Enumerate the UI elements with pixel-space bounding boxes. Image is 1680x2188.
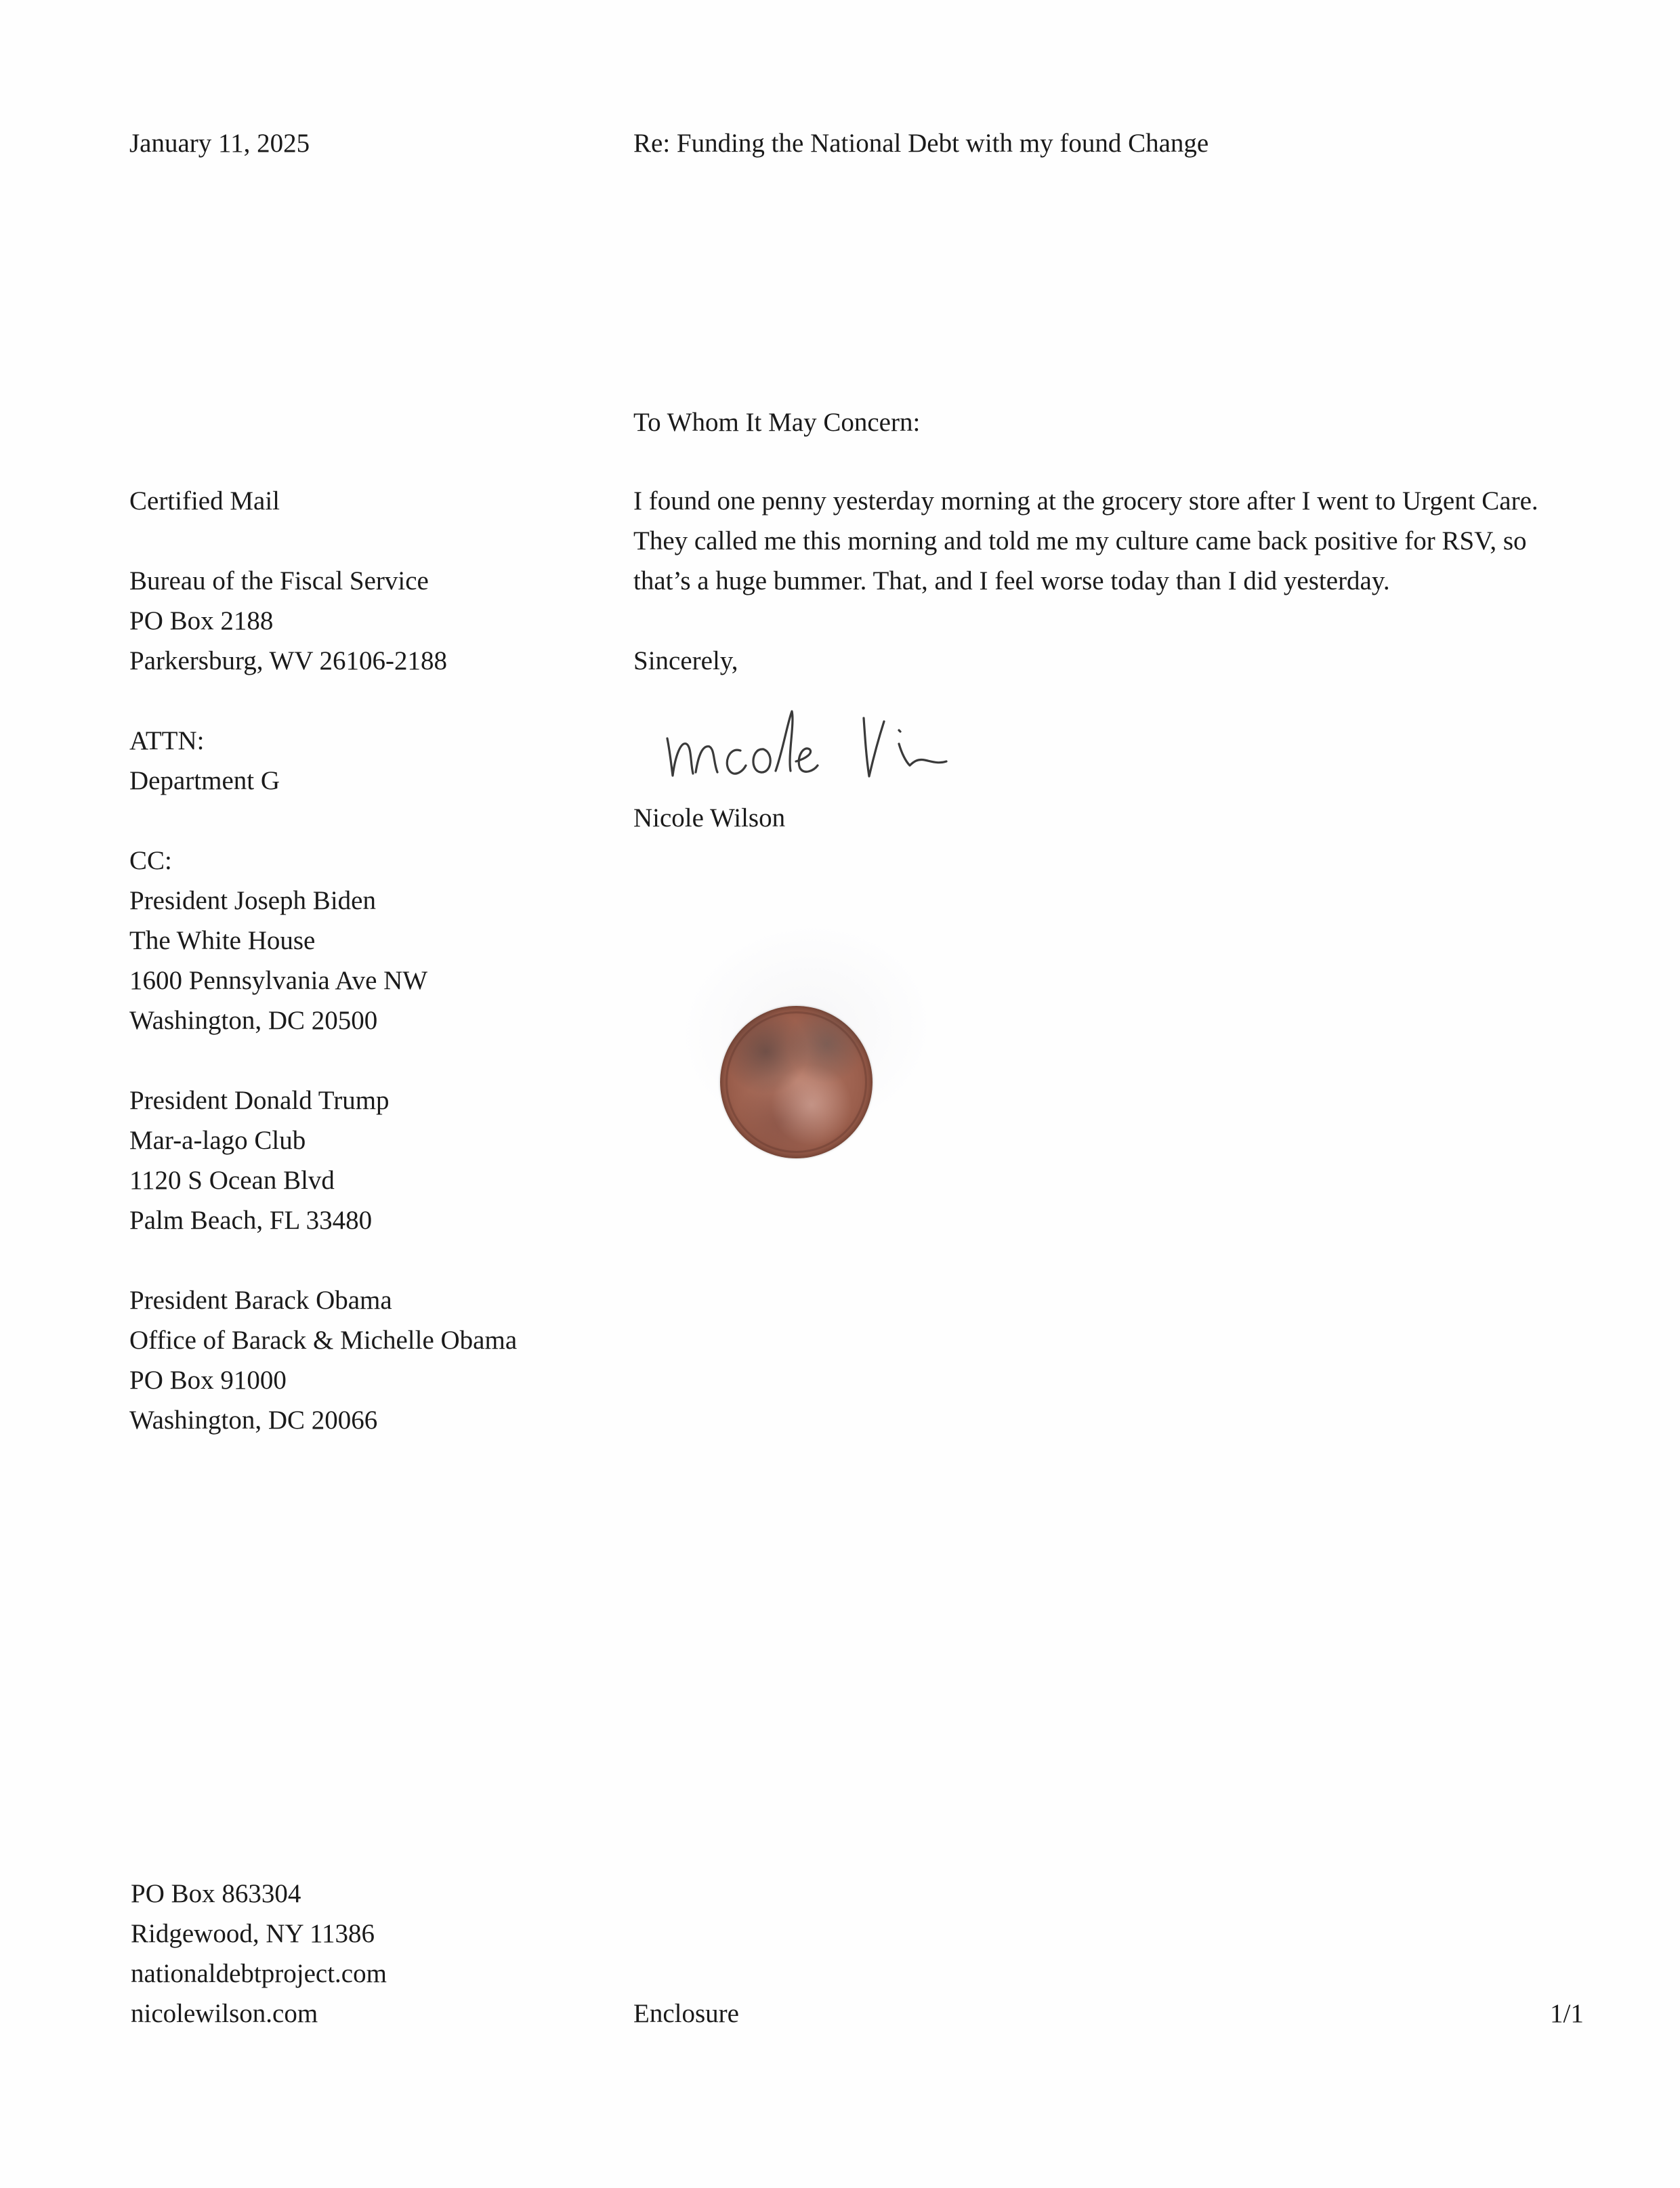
delivery-method: Certified Mail — [129, 486, 280, 516]
cc-entry-line: President Joseph Biden — [129, 886, 376, 915]
cc-entry-line: Palm Beach, FL 33480 — [129, 1206, 373, 1235]
cc-entry-line: The White House — [129, 926, 316, 955]
signer-name: Nicole Wilson — [633, 803, 786, 833]
sender-website: nationaldebtproject.com — [131, 1959, 387, 1988]
penny-coin-icon — [720, 1006, 873, 1158]
cc-entry-line: PO Box 91000 — [129, 1366, 287, 1395]
cc-label: CC: — [129, 846, 172, 875]
enclosure-label: Enclosure — [633, 1999, 739, 2028]
cc-entry-line: President Barack Obama — [129, 1286, 392, 1315]
attn-label: ATTN: — [129, 726, 205, 755]
handwritten-signature — [660, 691, 1013, 793]
cc-entry-line: Mar-a-lago Club — [129, 1126, 306, 1155]
recipient-address-line: Bureau of the Fiscal Service — [129, 566, 429, 595]
spacer — [129, 1040, 517, 1080]
spacer — [129, 1240, 517, 1280]
cc-entry-line: Washington, DC 20500 — [129, 1006, 378, 1035]
page-number: 1/1 — [1550, 1999, 1584, 2028]
recipient-address-line: PO Box 2188 — [129, 606, 274, 635]
cc-entry-line: Washington, DC 20066 — [129, 1406, 378, 1435]
cc-entry-line: Office of Barack & Michelle Obama — [129, 1326, 518, 1355]
spacer — [129, 681, 517, 721]
cc-entry-line: 1600 Pennsylvania Ave NW — [129, 966, 428, 995]
recipient-address-line: Parkersburg, WV 26106-2188 — [129, 646, 448, 675]
sender-address-line: Ridgewood, NY 11386 — [131, 1919, 375, 1948]
cc-entry-line: 1120 S Ocean Blvd — [129, 1166, 335, 1195]
letter-date: January 11, 2025 — [129, 129, 310, 158]
salutation: To Whom It May Concern: — [633, 408, 921, 437]
sender-address-block — [131, 1874, 387, 2034]
sender-address-line: PO Box 863304 — [131, 1879, 301, 1908]
letter-body: I found one penny yesterday morning at the grocery store after I went to Urgent Care. They called me this morning and told me my culture came back positive for RSV, so that’s a huge bummer. That, and I feel worse today than I did yesterday. — [633, 486, 1538, 595]
sender-website: nicolewilson.com — [131, 1999, 318, 2028]
recipient-block — [129, 481, 517, 1440]
closing: Sincerely, — [633, 646, 738, 675]
cc-entry-line: President Donald Trump — [129, 1086, 390, 1115]
attn-value: Department G — [129, 766, 280, 795]
spacer — [129, 521, 517, 561]
letter-subject: Re: Funding the National Debt with my found Change — [633, 129, 1209, 158]
spacer — [129, 801, 517, 841]
